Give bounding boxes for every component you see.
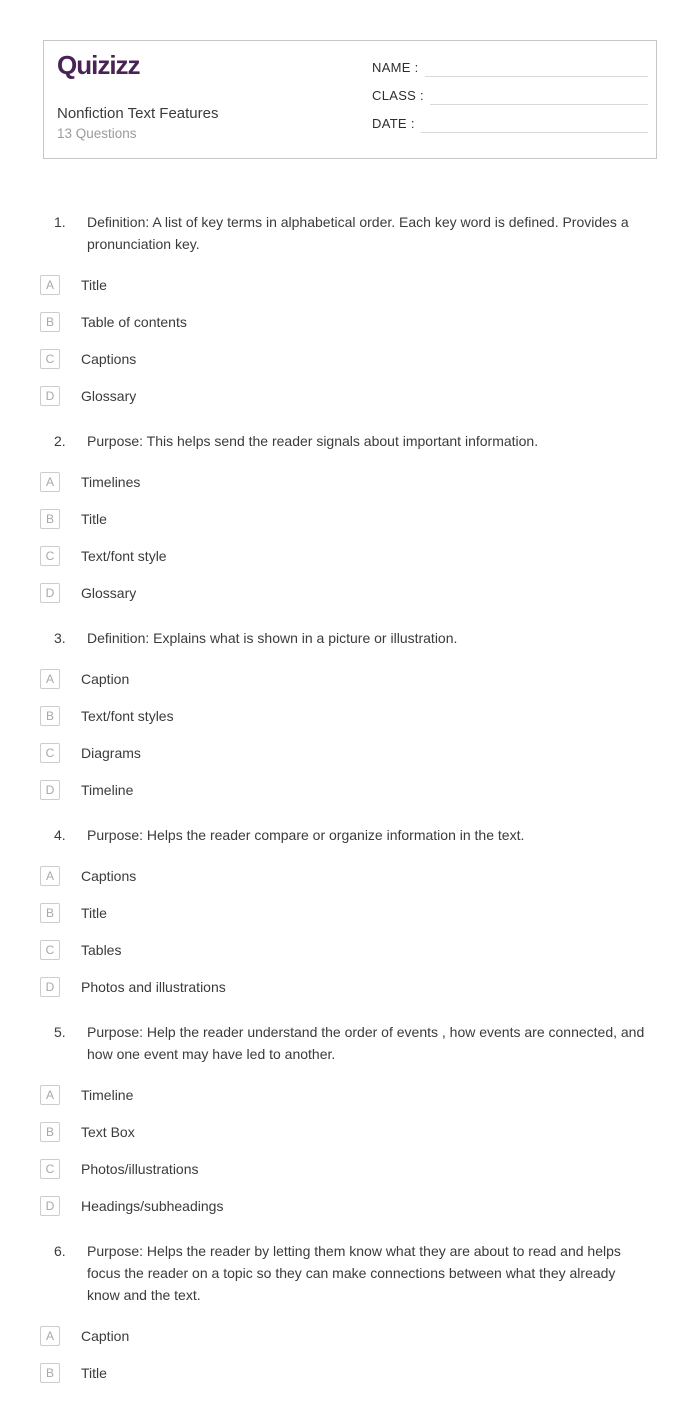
question-2 [43,430,657,620]
option-label: Diagrams [81,745,141,761]
question-3-option-b [40,706,355,726]
option-letter-box: B [40,509,60,529]
option-letter-box: C [40,940,60,960]
option-label: Title [81,277,107,293]
option-label: Glossary [81,585,137,601]
option-label: Table of contents [81,314,187,330]
option-label: Timeline [81,1087,134,1103]
option-label: Captions [81,868,137,884]
option-label: Caption [81,671,130,687]
question-6-option-b [40,1363,355,1383]
question-6-options [40,1326,657,1400]
question-4-option-a [40,866,355,886]
option-letter-box: A [40,1085,60,1105]
date-field [372,113,648,133]
question-6-text: Purpose: Helps the reader by letting them know what they are about to read and helps focus the reader on a topic so they can make connections between what they already know and the text. [87,1243,621,1303]
question-1-option-d [40,386,355,406]
question-5-number: 5. [54,1024,66,1040]
option-letter-box: B [40,312,60,332]
worksheet-title: Nonfiction Text Features [57,105,219,122]
question-6-option-a [40,1326,355,1346]
question-2-option-d [40,583,355,603]
name-field-line [425,59,648,77]
option-label: Title [81,1365,107,1381]
question-6-number: 6. [54,1243,66,1259]
question-1 [43,211,657,423]
question-2-options [40,472,657,620]
question-5-option-b [40,1122,355,1142]
question-4-option-b [40,903,355,923]
option-label: Title [81,905,107,921]
option-letter-box: A [40,472,60,492]
question-3-options [40,669,657,817]
question-1-option-c [40,349,355,369]
option-letter-box: A [40,275,60,295]
question-1-text: Definition: A list of key terms in alphabetical order. Each key word is defined. Provides a pronunciation key. [87,214,629,252]
date-field-line [421,115,648,133]
option-label: Headings/subheadings [81,1198,224,1214]
student-fields [372,57,648,141]
option-letter-box: D [40,583,60,603]
option-label: Caption [81,1328,130,1344]
quizizz-logo: Quizizz [57,50,140,80]
question-2-number: 2. [54,433,66,449]
question-3-text: Definition: Explains what is shown in a picture or illustration. [87,630,458,646]
worksheet-question-count: 13 Questions [57,126,137,141]
option-letter-box: D [40,386,60,406]
question-4-option-d [40,977,355,997]
question-1-option-b [40,312,355,332]
option-label: Text/font style [81,548,167,564]
class-field-label: CLASS : [372,88,424,103]
option-letter-box: B [40,1122,60,1142]
option-label: Text/font styles [81,708,174,724]
option-label: Glossary [81,388,137,404]
question-5 [43,1021,657,1233]
question-4 [43,824,657,1014]
question-2-text: Purpose: This helps send the reader signals about important information. [87,433,539,449]
option-label: Timeline [81,782,134,798]
question-list [43,211,657,1407]
option-letter-box: C [40,349,60,369]
option-letter-box: D [40,1196,60,1216]
question-5-options [40,1085,657,1233]
option-letter-box: B [40,1363,60,1383]
question-2-option-a [40,472,355,492]
option-letter-box: A [40,669,60,689]
question-2-option-c [40,546,355,566]
worksheet-header [43,40,657,159]
option-letter-box: C [40,1159,60,1179]
option-letter-box: A [40,1326,60,1346]
option-label: Tables [81,942,122,958]
question-3-option-c [40,743,355,763]
question-4-number: 4. [54,827,66,843]
question-4-text: Purpose: Helps the reader compare or organize information in the text. [87,827,525,843]
option-letter-box: D [40,780,60,800]
question-3-number: 3. [54,630,66,646]
name-field [372,57,648,77]
option-label: Text Box [81,1124,135,1140]
question-5-option-a [40,1085,355,1105]
option-letter-box: C [40,743,60,763]
question-5-text: Purpose: Help the reader understand the order of events , how events are connected, and how one event may have led to another. [87,1024,645,1062]
option-label: Timelines [81,474,141,490]
question-1-number: 1. [54,214,66,230]
date-field-label: DATE : [372,116,415,131]
question-3 [43,627,657,817]
question-3-option-d [40,780,355,800]
question-5-option-c [40,1159,355,1179]
option-label: Title [81,511,107,527]
question-6 [43,1240,657,1400]
class-field [372,85,648,105]
option-letter-box: B [40,706,60,726]
question-1-option-a [40,275,355,295]
question-5-option-d [40,1196,355,1216]
question-3-option-a [40,669,355,689]
option-label: Photos and illustrations [81,979,226,995]
question-2-option-b [40,509,355,529]
option-letter-box: D [40,977,60,997]
question-4-option-c [40,940,355,960]
name-field-label: NAME : [372,60,419,75]
option-letter-box: A [40,866,60,886]
option-letter-box: B [40,903,60,923]
option-label: Captions [81,351,137,367]
option-label: Photos/illustrations [81,1161,199,1177]
class-field-line [430,87,648,105]
question-1-options [40,275,657,423]
option-letter-box: C [40,546,60,566]
question-4-options [40,866,657,1014]
